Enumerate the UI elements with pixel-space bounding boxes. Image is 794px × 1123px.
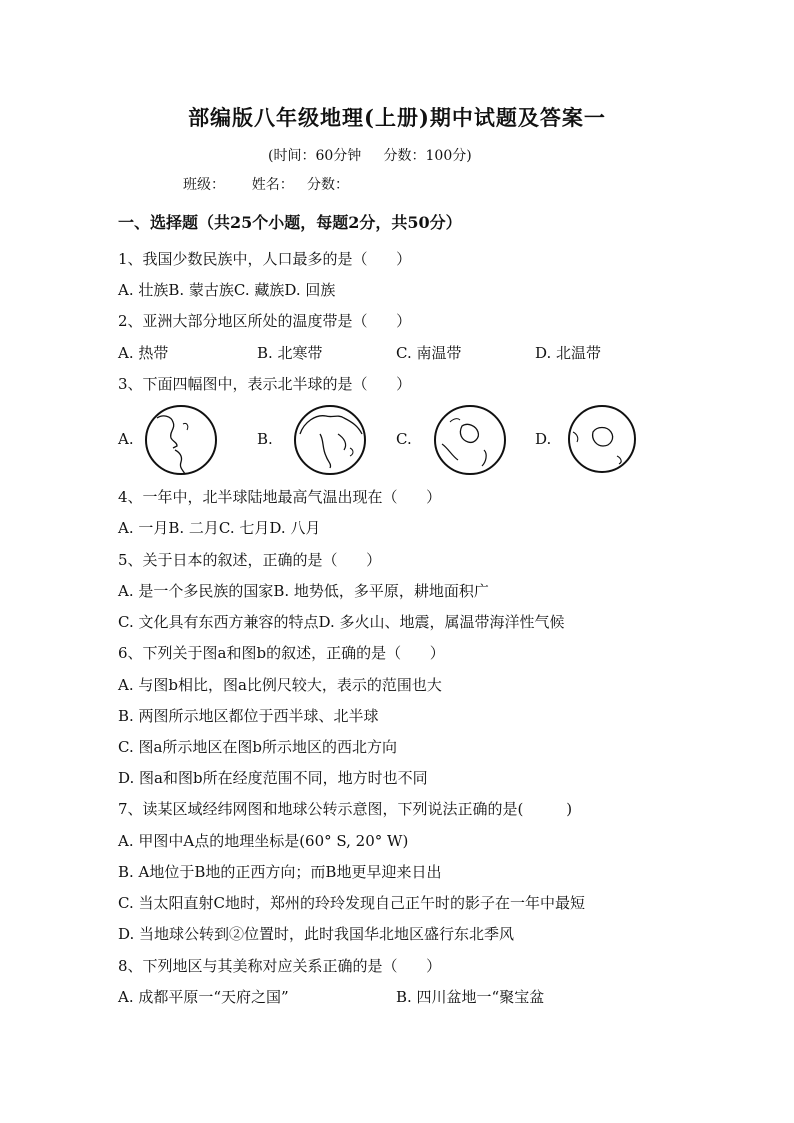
student-info: 班级： 姓名： 分数：: [183, 177, 350, 193]
question-1: 1、我国少数民族中，人口最多的是（ ）: [118, 250, 412, 268]
page-title: 部编版八年级地理(上册)期中试题及答案一: [188, 105, 606, 130]
question-7-option-b: B. A地位于B地的正西方向；而B地更早迎来日出: [118, 863, 442, 881]
section-title: 一、选择题（共25个小题，每题2分，共50分）: [118, 213, 462, 232]
globe-a-icon: [143, 404, 219, 476]
globe-b-icon: [292, 404, 368, 476]
question-2: 2、亚洲大部分地区所处的温度带是（ ）: [118, 312, 412, 330]
question-3: 3、下面四幅图中，表示北半球的是（ ）: [118, 375, 412, 393]
question-3-option-d: D.: [535, 430, 552, 448]
question-6-option-c: C. 图a所示地区在图b所示地区的西北方向: [118, 738, 398, 756]
question-8-option-a: A. 成都平原一“天府之国”: [118, 988, 289, 1006]
question-2-option-c: C. 南温带: [396, 344, 462, 362]
question-2-option-a: A. 热带: [118, 344, 169, 362]
question-3-option-b: B.: [257, 430, 273, 448]
question-6: 6、下列关于图a和图b的叙述，正确的是（ ）: [118, 644, 445, 662]
question-4-options: A. 一月B. 二月C. 七月D. 八月: [118, 519, 321, 537]
question-3-option-c: C.: [396, 430, 412, 448]
question-6-option-d: D. 图a和图b所在经度范围不同，地方时也不同: [118, 769, 428, 787]
question-7-option-d: D. 当地球公转到②位置时，此时我国华北地区盛行东北季风: [118, 925, 515, 943]
question-5-options-2: C. 文化具有东西方兼容的特点D. 多火山、地震，属温带海洋性气候: [118, 613, 565, 631]
question-1-options: A. 壮族B. 蒙古族C. 藏族D. 回族: [118, 281, 336, 299]
exam-meta: (时间：60分钟 分数：100分): [268, 148, 472, 164]
question-8-option-b: B. 四川盆地一“聚宝盆: [396, 988, 545, 1006]
question-7-option-c: C. 当太阳直射C地时，郑州的玲玲发现自己正午时的影子在一年中最短: [118, 894, 585, 912]
globe-c-icon: [432, 404, 508, 476]
question-2-option-b: B. 北寒带: [257, 344, 323, 362]
globe-d-icon: [567, 404, 637, 474]
question-3-option-a: A.: [118, 430, 134, 448]
question-6-option-b: B. 两图所示地区都位于西半球、北半球: [118, 707, 379, 725]
question-5: 5、关于日本的叙述，正确的是（ ）: [118, 551, 382, 569]
question-7: 7、读某区域经纬网图和地球公转示意图，下列说法正确的是( ): [118, 800, 573, 818]
question-4: 4、一年中，北半球陆地最高气温出现在（ ）: [118, 488, 442, 506]
question-6-option-a: A. 与图b相比，图a比例尺较大，表示的范围也大: [118, 676, 442, 694]
question-8: 8、下列地区与其美称对应关系正确的是（ ）: [118, 957, 442, 975]
question-5-options-1: A. 是一个多民族的国家B. 地势低，多平原，耕地面积广: [118, 582, 489, 600]
question-7-option-a: A. 甲图中A点的地理坐标是(60° S, 20° W): [118, 832, 409, 850]
question-2-option-d: D. 北温带: [535, 344, 602, 362]
